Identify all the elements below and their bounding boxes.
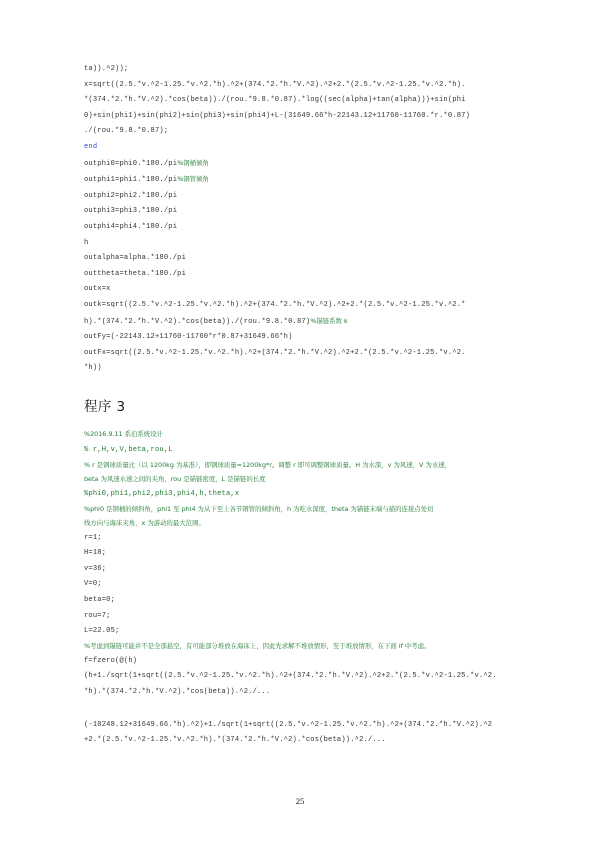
outputs-desc-2-text: 线方向与海床夹角，x 为游动的最大范围。 — [84, 518, 205, 527]
code-blank-line — [84, 701, 520, 718]
code-line-outfy: outFy=(-22143.12+11760-11760*r*0.87+31649.66*h) — [84, 333, 293, 342]
outphi0-expression: outphi0=phi0.*180./pi — [84, 159, 178, 168]
code-comment-desc-2 — [84, 473, 520, 487]
note-comment-text: %考虑到锚链可能并不是全部悬空，有可能部分堆放在海床上，因此先求解不堆放情形，至于堆放情形，在下面 if 中考虑。 — [84, 641, 431, 650]
code-line-outphi4: outphi4=phi4.*180./pi — [84, 222, 178, 231]
code-line-x-4: ./(rou.*9.8.*0.87); — [84, 127, 169, 136]
code-line-fzero-5: +2.*(2.5.*v.^2-1.25.*v.^2.*h).*(374.*2.*h.*V.^2).*cos(beta)).^2./... — [84, 736, 386, 745]
code-line-fzero-3: *h).*(374.*2.*h.*V.^2).*cos(beta)).^2./... — [84, 688, 271, 696]
code-comment-varlist: % r,H,v,V,beta,rou,L — [84, 446, 173, 455]
code-line-outphi1 — [84, 172, 520, 189]
code-line-outfx-2: *h)) — [84, 364, 102, 373]
code-comment-desc-1 — [84, 459, 520, 473]
code-line-assign-beta: beta=0; — [84, 596, 116, 605]
code-comment-outputs: %phi0,phi1,phi2,phi3,phi4,h,theta,x — [84, 490, 240, 499]
code-line-x-3: 0)+sin(phi1)+sin(phi2)+sin(phi3)+sin(phi4)+L-(31649.66*h-22143.12+11760-11760.*r.*0.87) — [84, 111, 471, 120]
code-line-assign-rou: rou=7; — [84, 611, 111, 620]
code-line-outk-1: outk=sqrt((2.5.*v.^2-1.25.*v.^2.*h).^2+(374.*2.*h.*V.^2).^2+2.*(2.5.*v.^2-1.25.*v.^2.* — [84, 300, 466, 309]
code-line-x-2: *(374.*2.*h.*V.^2).*cos(beta))./(rou.*9.8.*0.87).*log((sec(alpha)+tan(alpha)))+sin(phi — [84, 96, 466, 105]
page-number: 25 — [295, 796, 305, 806]
code-line-outtheta: outtheta=theta.*180./pi — [84, 269, 187, 278]
code-line-outx: outx=x — [84, 285, 111, 294]
code-line-ta: ta)).^2)); — [84, 65, 129, 73]
outphi1-comment: %钢管倾角 — [177, 175, 209, 184]
code-line-outphi2: outphi2=phi2.*180./pi — [84, 191, 178, 200]
code-line-assign-h: H=18; — [84, 549, 107, 558]
section-heading-program-3: 程序 3 — [84, 398, 126, 415]
outphi0-comment: %钢桶倾角 — [177, 158, 209, 167]
outk-comment: %锚链系数 k — [310, 316, 348, 325]
code-line-assign-r: r=1; — [84, 533, 102, 542]
code-line-assign-l: L=22.05; — [84, 627, 120, 636]
outphi1-expression: outphi1=phi1.*180./pi — [84, 176, 178, 185]
code-line-assign-v-upper: V=0; — [84, 580, 102, 589]
code-comment-note — [84, 640, 520, 654]
code-line-fzero-1: f=fzero(@(h) — [84, 656, 138, 665]
code-line-fzero-2: (h+1./sqrt(1+sqrt((2.5.*v.^2-1.25.*v.^2.*h).^2+(374.*2.*h.*V.^2).^2+2.*(2.5.*v.^2-1.25.*v.^2. — [84, 672, 497, 681]
code-line-fzero-4: (-10248.12+31649.66.*h).^2)+1./sqrt(1+sqrt((2.5.*v.^2-1.25.*v.^2.*h).^2+(374.*2.*h.*V.^2).^2 — [84, 720, 493, 729]
code-line-outphi0 — [84, 156, 520, 173]
outk-expression-tail: h).*(374.*2.*h.*V.^2).*cos(beta))./(rou.*9.8.*0.87) — [84, 317, 311, 326]
code-keyword-end: end — [84, 142, 98, 151]
code-line-outalpha: outalpha=alpha.*180./pi — [84, 254, 187, 263]
code-line-x-1: x=sqrt((2.5.*v.^2-1.25.*v.^2.*h).^2+(374.*2.*h.*V.^2).^2+2.*(2.5.*v.^2-1.25.*v.^2.*h). — [84, 80, 466, 89]
code-comment-outputs-desc-2 — [84, 517, 520, 531]
code-comment-date-title — [84, 427, 520, 444]
code-comment-outputs-desc-1 — [84, 503, 520, 517]
outputs-desc-1-text: %phi0 是钢桶的倾斜角，phi1 至 phi4 为从下至上各节钢管的倾斜角，h 为吃水深度，theta 为锚链末端与描的连接点处切 — [84, 504, 434, 513]
desc-line-1-text: % r 是钢球质量比（以 1200kg 为基准），即钢球质量=1200kg*r。调整 r 即可调整钢球质量。H 为水深，v 为风速，V 为水速， — [84, 461, 451, 470]
code-line-assign-v-lower: v=36; — [84, 564, 107, 573]
code-line-outphi3: outphi3=phi3.*180./pi — [84, 207, 178, 216]
desc-line-2-text: beta 为风速水速之间的夹角，rou 是锚链密度，L 是锚链的长度 — [84, 475, 266, 484]
page-content — [84, 62, 520, 749]
header-comment-text: %2016.9.11 系泊系统设计 — [84, 429, 163, 438]
code-line-outfx-1: outFx=sqrt((2.5.*v.^2-1.25.*v.^2.*h).^2+(374.*2.*h.*V.^2).^2+2.*(2.5.*v.^2-1.25.*v.^2. — [84, 348, 466, 357]
code-line-outk-2 — [84, 314, 520, 331]
code-line-h: h — [84, 238, 89, 247]
